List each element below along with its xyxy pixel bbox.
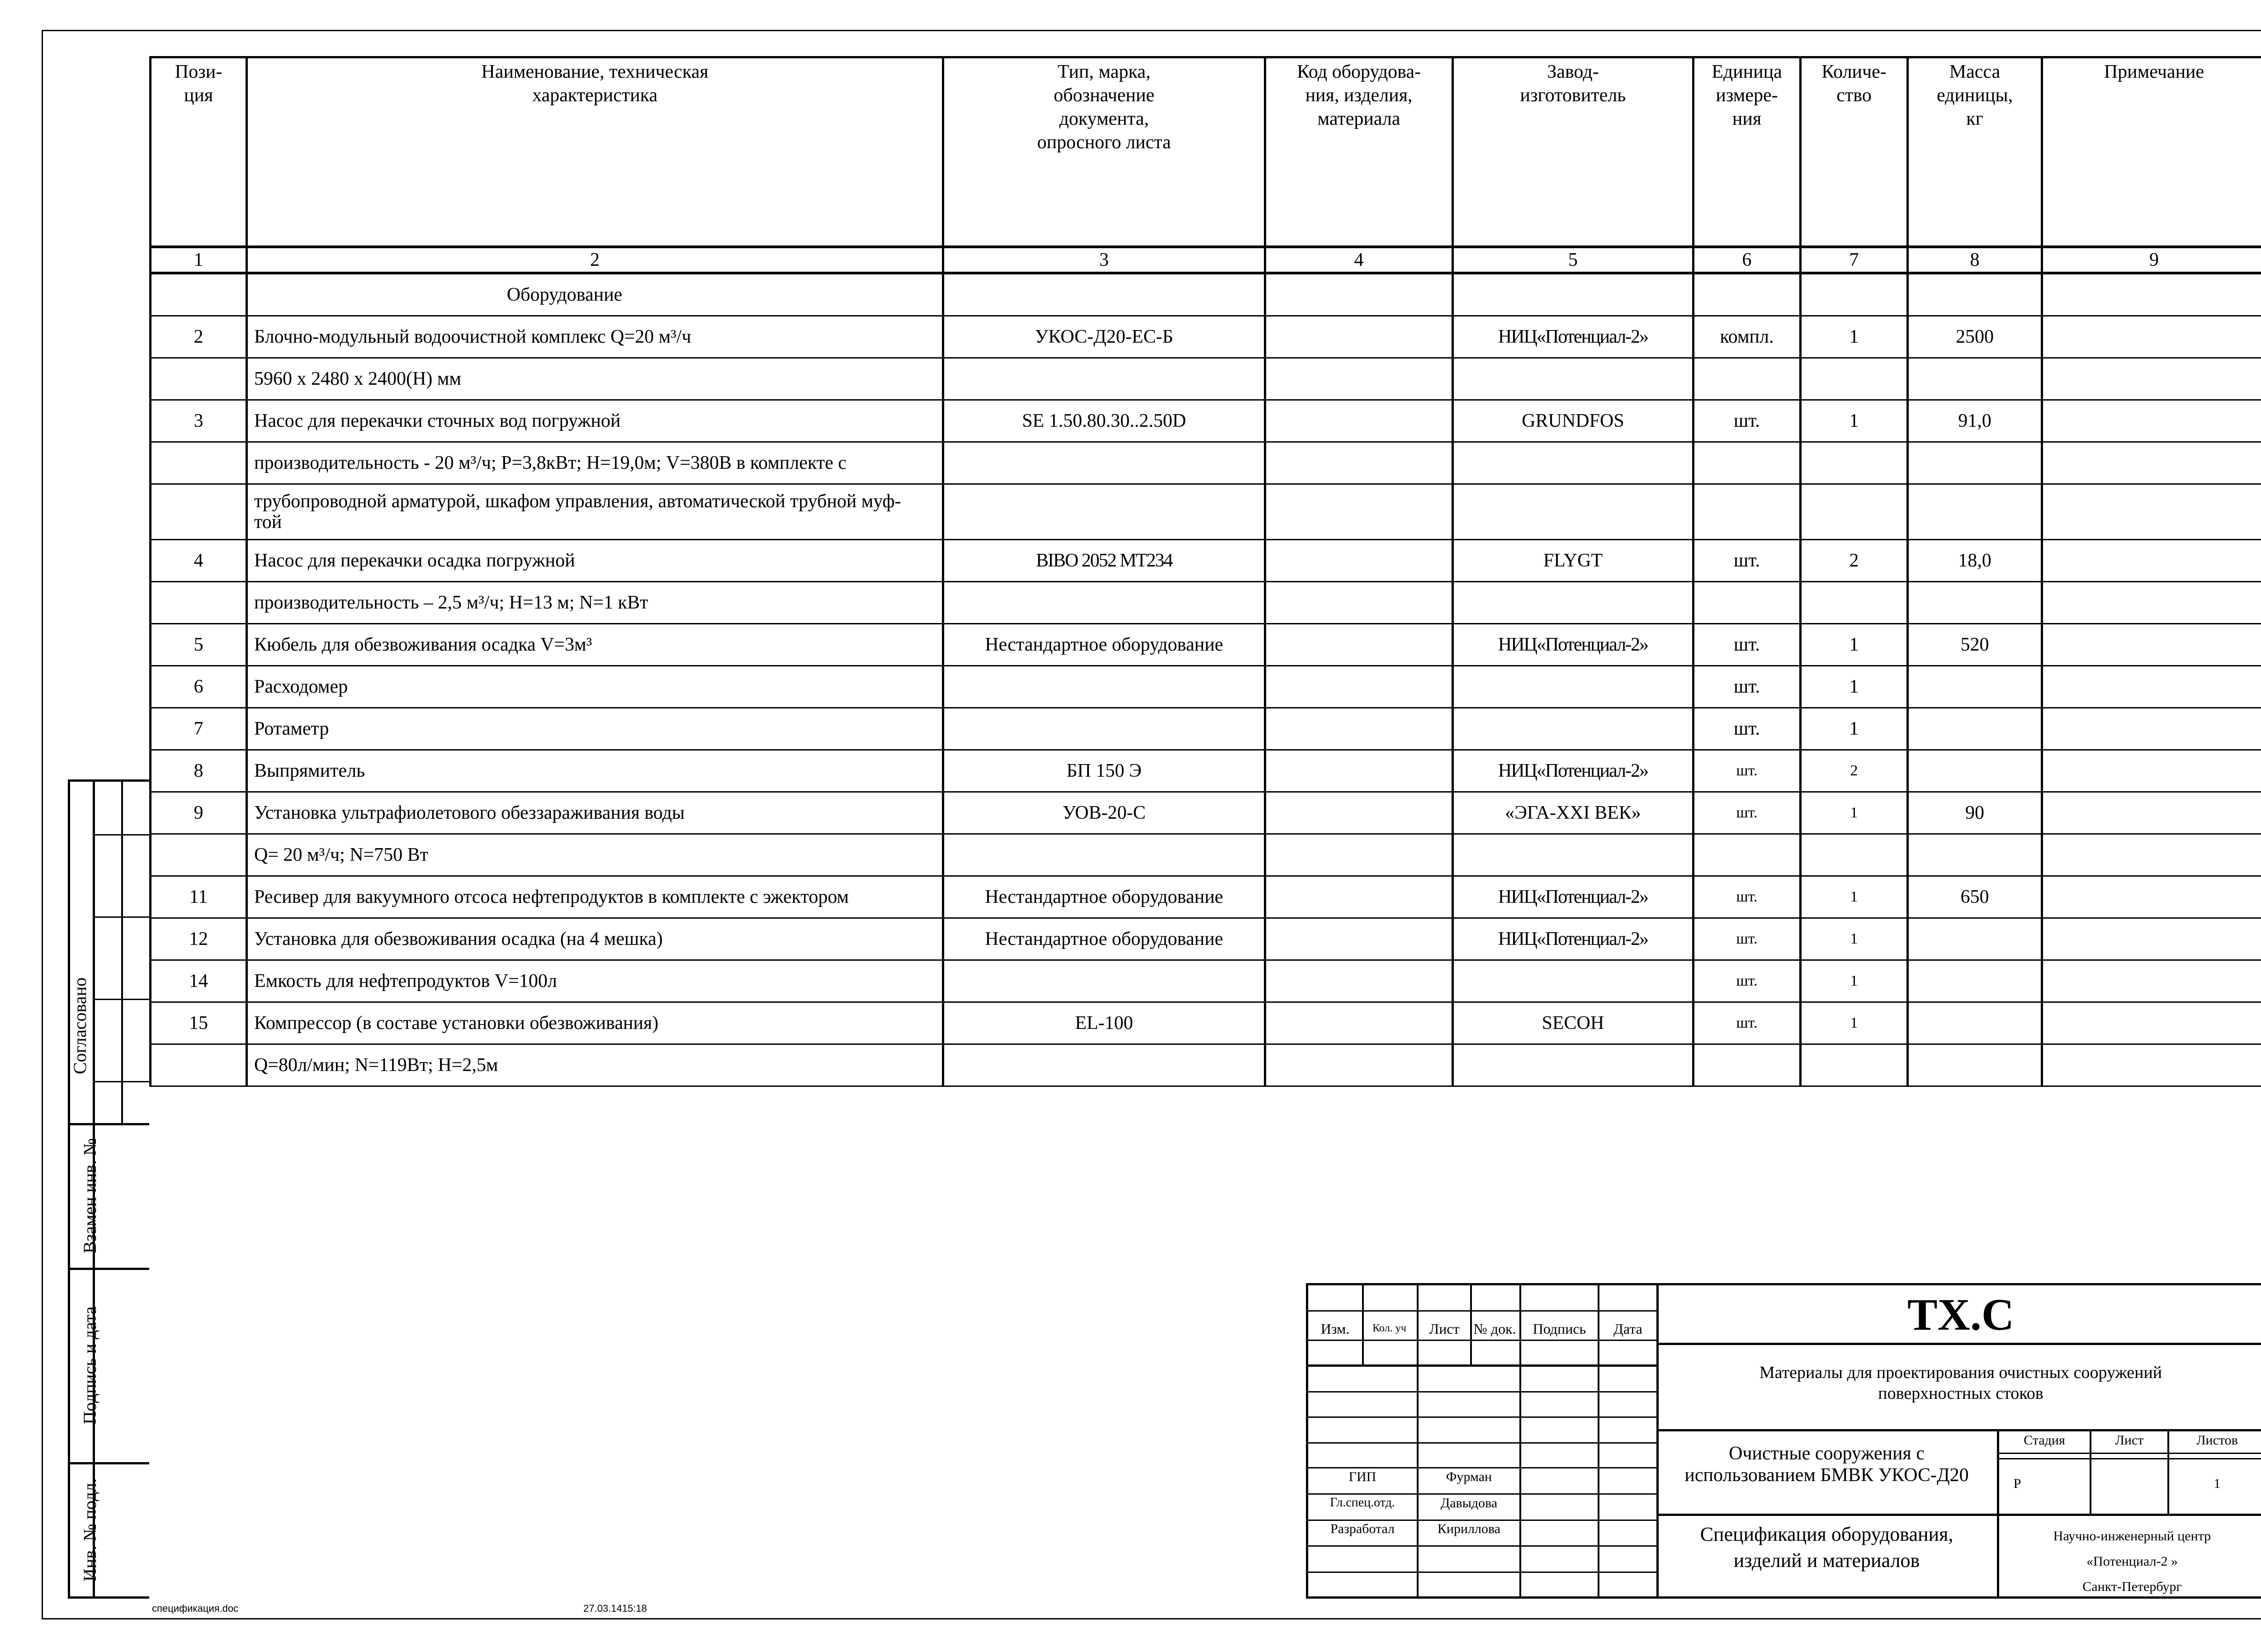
row-note (2042, 400, 2261, 442)
row-mass: 650 (1908, 876, 2042, 918)
row-type (943, 708, 1265, 750)
row-code (1265, 400, 1453, 442)
row-code (1265, 1002, 1453, 1044)
row-unit (1693, 442, 1801, 484)
row-note (2042, 316, 2261, 358)
row-code (1265, 876, 1453, 918)
col-number: 1 (151, 247, 247, 273)
row-note (2042, 708, 2261, 750)
section-row (151, 273, 2261, 316)
title-block (1306, 1283, 2261, 1599)
tb-name-gip: Фурман (1446, 1469, 1492, 1484)
row-unit: компл. (1693, 316, 1801, 358)
row-note (2042, 918, 2261, 960)
row-mass (1908, 918, 2042, 960)
table-row (151, 582, 2261, 624)
row-unit: шт. (1693, 400, 1801, 442)
row-type: BIBO 2052 MT234 (943, 540, 1265, 582)
row-mass: 520 (1908, 624, 2042, 666)
row-qty: 2 (1801, 750, 1908, 792)
row-position: 12 (151, 918, 247, 960)
row-maker: GRUNDFOS (1453, 400, 1693, 442)
row-position (151, 1044, 247, 1086)
row-name: Ротаметр (247, 708, 943, 750)
col-number: 9 (2042, 247, 2261, 273)
table-row (151, 666, 2261, 708)
row-code (1265, 1044, 1453, 1086)
row-position: 14 (151, 960, 247, 1002)
row-type (943, 834, 1265, 876)
table-row (151, 834, 2261, 876)
tb-project-title: Материалы для проектирования очистных сооружений поверхностных стоков (1759, 1363, 2162, 1403)
row-position: 2 (151, 316, 247, 358)
row-qty: 1 (1801, 708, 1908, 750)
row-mass: 18,0 (1908, 540, 2042, 582)
row-position: 4 (151, 540, 247, 582)
tb-organization: Научно-инженерный центр «Потенциал-2 » Санкт-Петербург (2053, 1529, 2211, 1594)
row-type: EL-100 (943, 1002, 1265, 1044)
col-number: 7 (1801, 247, 1908, 273)
specification-table (149, 56, 2261, 1087)
table-row (151, 750, 2261, 792)
row-unit (1693, 582, 1801, 624)
row-mass (1908, 484, 2042, 540)
replaced-inv-label: Взамен инв. № (80, 1138, 100, 1254)
row-name: Выпрямитель (247, 750, 943, 792)
row-code (1265, 918, 1453, 960)
row-maker: НИЦ«Потенциал-2» (1453, 316, 1693, 358)
row-unit: шт. (1693, 708, 1801, 750)
row-note (2042, 442, 2261, 484)
row-unit: шт. (1693, 792, 1801, 834)
row-maker: SECOH (1453, 1002, 1693, 1044)
row-maker: НИЦ«Потенциал-2» (1453, 624, 1693, 666)
header-type: Тип, марка, обозначение документа, опросного листа (943, 57, 1265, 247)
row-name: Расходомер (247, 666, 943, 708)
header-mass: Масса единицы, кг (1908, 57, 2042, 247)
tb-list-label: Лист (2115, 1433, 2144, 1448)
inv-no-label: Инв. № подл. (80, 1478, 100, 1581)
row-unit: шт. (1693, 876, 1801, 918)
row-unit: шт. (1693, 624, 1801, 666)
tb-role-glspec: Гл.спец.отд. (1330, 1496, 1395, 1510)
agreed-label: Согласовано (70, 977, 90, 1075)
table-row (151, 708, 2261, 750)
column-number-row (151, 247, 2261, 273)
sign-date-label: Подпись и дата (80, 1306, 100, 1425)
table-row (151, 1044, 2261, 1086)
row-maker (1453, 1044, 1693, 1086)
row-qty (1801, 582, 1908, 624)
row-maker (1453, 484, 1693, 540)
footer-date: 27.03.1415:18 (583, 1603, 647, 1614)
row-qty (1801, 442, 1908, 484)
row-unit (1693, 834, 1801, 876)
row-note (2042, 484, 2261, 540)
row-name: Q= 20 м³/ч; N=750 Вт (247, 834, 943, 876)
row-name: Емкость для нефтепродуктов V=100л (247, 960, 943, 1002)
row-note (2042, 1044, 2261, 1086)
tb-object-title: Очистные сооружения с использованием БМВК УКОС-Д20 (1684, 1443, 1969, 1486)
row-qty: 1 (1801, 876, 1908, 918)
row-qty: 1 (1801, 918, 1908, 960)
row-code (1265, 358, 1453, 400)
row-name: Кюбель для обезвоживания осадка V=3м³ (247, 624, 943, 666)
row-type: УКОС-Д20-ЕС-Б (943, 316, 1265, 358)
row-type: БП 150 Э (943, 750, 1265, 792)
table-row (151, 876, 2261, 918)
table-row (151, 960, 2261, 1002)
row-unit: шт. (1693, 666, 1801, 708)
row-type: Нестандартное оборудование (943, 918, 1265, 960)
tb-name-glspec: Давыдова (1440, 1496, 1498, 1510)
row-code (1265, 666, 1453, 708)
row-maker (1453, 708, 1693, 750)
row-note (2042, 666, 2261, 708)
tb-document-code: ТХ.С (1907, 1289, 2015, 1340)
row-name: трубопроводной арматурой, шкафом управления, автоматической трубной муф- той (247, 484, 943, 540)
row-unit: шт. (1693, 960, 1801, 1002)
row-code (1265, 582, 1453, 624)
row-type (943, 1044, 1265, 1086)
row-qty: 1 (1801, 792, 1908, 834)
row-position: 7 (151, 708, 247, 750)
row-mass (1908, 750, 2042, 792)
header-unit: Единица измере- ния (1693, 57, 1801, 247)
row-qty: 1 (1801, 624, 1908, 666)
row-note (2042, 750, 2261, 792)
row-type: УОВ-20-С (943, 792, 1265, 834)
row-maker (1453, 960, 1693, 1002)
header-qty: Количе- ство (1801, 57, 1908, 247)
tb-role-dev: Разработал (1330, 1521, 1395, 1536)
row-maker: НИЦ«Потенциал-2» (1453, 918, 1693, 960)
row-type (943, 666, 1265, 708)
tb-stage-label: Стадия (2024, 1433, 2065, 1448)
header-note: Примечание (2042, 57, 2261, 247)
row-position: 9 (151, 792, 247, 834)
row-code (1265, 624, 1453, 666)
header-position: Пози- ция (151, 57, 247, 247)
row-maker: НИЦ«Потенциал-2» (1453, 876, 1693, 918)
row-maker (1453, 358, 1693, 400)
col-number: 5 (1453, 247, 1693, 273)
left-stamp-strip (68, 779, 149, 1599)
row-qty: 1 (1801, 960, 1908, 1002)
row-mass (1908, 442, 2042, 484)
table-row (151, 624, 2261, 666)
row-type: Нестандартное оборудование (943, 624, 1265, 666)
row-position (151, 358, 247, 400)
table-row (151, 358, 2261, 400)
row-type (943, 960, 1265, 1002)
row-code (1265, 484, 1453, 540)
row-position: 11 (151, 876, 247, 918)
row-mass (1908, 582, 2042, 624)
row-name: Ресивер для вакуумного отсоса нефтепродуктов в комплекте с эжектором (247, 876, 943, 918)
row-qty: 1 (1801, 316, 1908, 358)
row-mass (1908, 358, 2042, 400)
row-type: Нестандартное оборудование (943, 876, 1265, 918)
row-maker: «ЭГА-XXI ВЕК» (1453, 792, 1693, 834)
tb-sheet-title: Спецификация оборудования, изделий и материалов (1700, 1523, 1954, 1572)
row-mass: 90 (1908, 792, 2042, 834)
row-code (1265, 316, 1453, 358)
row-type (943, 358, 1265, 400)
tb-col-sign: Подпись (1533, 1321, 1586, 1337)
row-note (2042, 624, 2261, 666)
row-mass (1908, 666, 2042, 708)
tb-name-dev: Кириллова (1437, 1521, 1501, 1536)
row-unit: шт. (1693, 540, 1801, 582)
row-note (2042, 834, 2261, 876)
footer-filename: спецификация.doc (152, 1603, 239, 1614)
row-maker (1453, 582, 1693, 624)
row-name: 5960 х 2480 х 2400(Н) мм (247, 358, 943, 400)
header-maker: Завод- изготовитель (1453, 57, 1693, 247)
row-code (1265, 834, 1453, 876)
row-qty: 1 (1801, 666, 1908, 708)
row-name: Насос для перекачки сточных вод погружной (247, 400, 943, 442)
row-unit: шт. (1693, 1002, 1801, 1044)
row-mass (1908, 1002, 2042, 1044)
row-unit (1693, 484, 1801, 540)
row-position: 6 (151, 666, 247, 708)
row-name: Блочно-модульный водоочистной комплекс Q=20 м³/ч (247, 316, 943, 358)
row-position: 5 (151, 624, 247, 666)
row-note (2042, 582, 2261, 624)
row-name: Компрессор (в составе установки обезвоживания) (247, 1002, 943, 1044)
row-mass (1908, 960, 2042, 1002)
col-number: 3 (943, 247, 1265, 273)
row-code (1265, 540, 1453, 582)
tb-role-gip: ГИП (1348, 1469, 1376, 1484)
row-note (2042, 358, 2261, 400)
table-row (151, 1002, 2261, 1044)
row-unit: шт. (1693, 918, 1801, 960)
row-mass: 91,0 (1908, 400, 2042, 442)
row-unit: шт. (1693, 750, 1801, 792)
row-note (2042, 540, 2261, 582)
row-position: 15 (151, 1002, 247, 1044)
row-note (2042, 792, 2261, 834)
table-row (151, 918, 2261, 960)
row-code (1265, 708, 1453, 750)
row-position (151, 582, 247, 624)
table-row (151, 484, 2261, 540)
row-code (1265, 960, 1453, 1002)
col-number: 6 (1693, 247, 1801, 273)
row-name: Установка ультрафиолетового обеззараживания воды (247, 792, 943, 834)
row-position (151, 442, 247, 484)
tb-col-list: Лист (1429, 1321, 1460, 1337)
row-position (151, 484, 247, 540)
row-type (943, 582, 1265, 624)
row-code (1265, 442, 1453, 484)
row-type (943, 442, 1265, 484)
header-row (151, 57, 2261, 247)
header-code: Код оборудова- ния, изделия, материала (1265, 57, 1453, 247)
row-note (2042, 876, 2261, 918)
row-code (1265, 792, 1453, 834)
row-maker (1453, 834, 1693, 876)
table-row (151, 442, 2261, 484)
row-qty: 1 (1801, 1002, 1908, 1044)
row-qty: 1 (1801, 400, 1908, 442)
section-title: Оборудование (506, 284, 623, 305)
tb-col-kol: Кол. уч (1372, 1322, 1406, 1334)
tb-col-ndok: № док. (1473, 1321, 1516, 1337)
row-code (1265, 750, 1453, 792)
row-position: 3 (151, 400, 247, 442)
row-name: производительность – 2,5 м³/ч; Н=13 м; N=1 кВт (247, 582, 943, 624)
row-maker (1453, 666, 1693, 708)
row-qty: 2 (1801, 540, 1908, 582)
row-name: Насос для перекачки осадка погружной (247, 540, 943, 582)
table-row (151, 540, 2261, 582)
row-position: 8 (151, 750, 247, 792)
col-number: 2 (247, 247, 943, 273)
row-maker (1453, 442, 1693, 484)
tb-stage-value: Р (2013, 1476, 2021, 1491)
row-maker: НИЦ«Потенциал-2» (1453, 750, 1693, 792)
row-name: производительность - 20 м³/ч; Р=3,8кВт; Н=19,0м; V=380В в комплекте с (247, 442, 943, 484)
row-note (2042, 960, 2261, 1002)
table-row (151, 400, 2261, 442)
row-unit (1693, 1044, 1801, 1086)
tb-col-izm: Изм. (1320, 1321, 1350, 1337)
row-maker: FLYGT (1453, 540, 1693, 582)
table-row (151, 316, 2261, 358)
col-number: 8 (1908, 247, 2042, 273)
row-qty (1801, 834, 1908, 876)
header-name: Наименование, техническая характеристика (247, 57, 943, 247)
row-type: SE 1.50.80.30..2.50D (943, 400, 1265, 442)
row-unit (1693, 358, 1801, 400)
row-name: Установка для обезвоживания осадка (на 4 мешка) (247, 918, 943, 960)
row-qty (1801, 484, 1908, 540)
col-number: 4 (1265, 247, 1453, 273)
row-mass: 2500 (1908, 316, 2042, 358)
table-row (151, 792, 2261, 834)
row-mass (1908, 834, 2042, 876)
row-note (2042, 1002, 2261, 1044)
tb-lists-label: Листов (2196, 1433, 2238, 1448)
row-mass (1908, 708, 2042, 750)
row-mass (1908, 1044, 2042, 1086)
tb-col-date: Дата (1613, 1321, 1642, 1337)
row-type (943, 484, 1265, 540)
row-position (151, 834, 247, 876)
row-name: Q=80л/мин; N=119Вт; Н=2,5м (247, 1044, 943, 1086)
row-qty (1801, 1044, 1908, 1086)
tb-lists-value: 1 (2214, 1476, 2221, 1491)
row-qty (1801, 358, 1908, 400)
